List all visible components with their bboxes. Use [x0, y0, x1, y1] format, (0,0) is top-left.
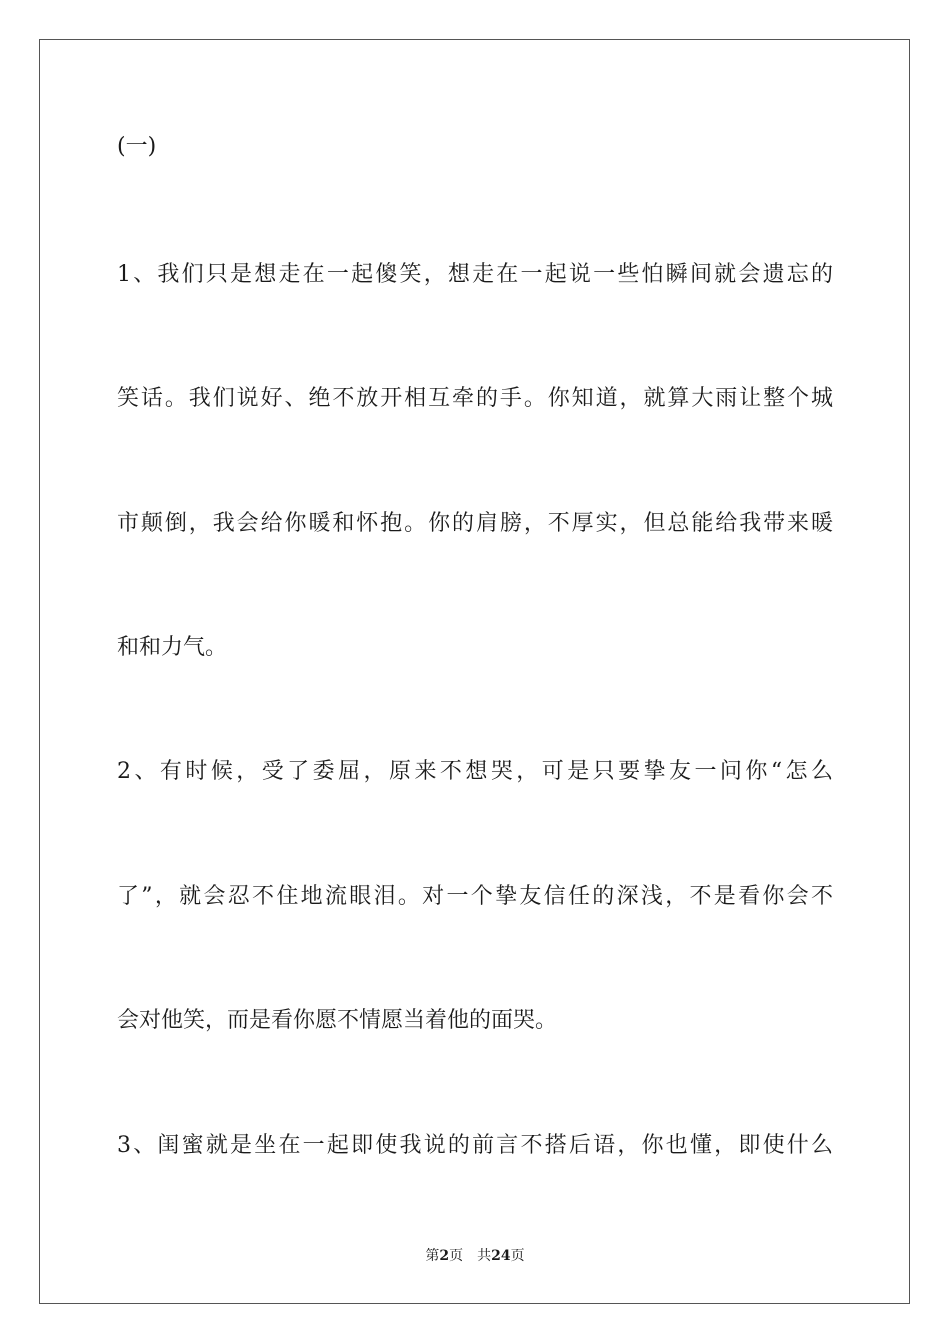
page-frame — [39, 39, 910, 1304]
text-line: 1、我们只是想走在一起傻笑，想走在一起说一些怕瞬间就会遗忘的 — [117, 262, 833, 287]
text-line: 了”，就会忍不住地流眼泪。对一个挚友信任的深浅，不是看你会不 — [117, 884, 833, 909]
footer-page-suffix: 页 — [449, 1248, 464, 1264]
text-line: 会对他笑，而是看你愿不情愿当着他的面哭。 — [117, 1008, 558, 1033]
footer-total-pages: 24 — [491, 1248, 511, 1264]
text-line: 3、闺蜜就是坐在一起即使我说的前言不搭后语，你也懂，即使什么 — [117, 1133, 833, 1158]
section-heading: (一) — [117, 134, 157, 159]
text-line: 2、有时候，受了委屈，原来不想哭，可是只要挚友一问你“怎么 — [117, 759, 833, 784]
footer-page-number: 2 — [439, 1248, 450, 1264]
footer-total-suffix: 页 — [510, 1248, 525, 1264]
footer-total-prefix: 共 — [477, 1248, 492, 1264]
footer-page-prefix: 第 — [425, 1248, 440, 1264]
text-line: 市颠倒，我会给你暖和怀抱。你的肩膀，不厚实，但总能给我带来暖 — [117, 511, 833, 536]
text-line: 和和力气。 — [117, 635, 228, 660]
text-line: 笑话。我们说好、绝不放开相互牵的手。你知道，就算大雨让整个城 — [117, 386, 833, 411]
page-footer — [0, 1247, 950, 1265]
